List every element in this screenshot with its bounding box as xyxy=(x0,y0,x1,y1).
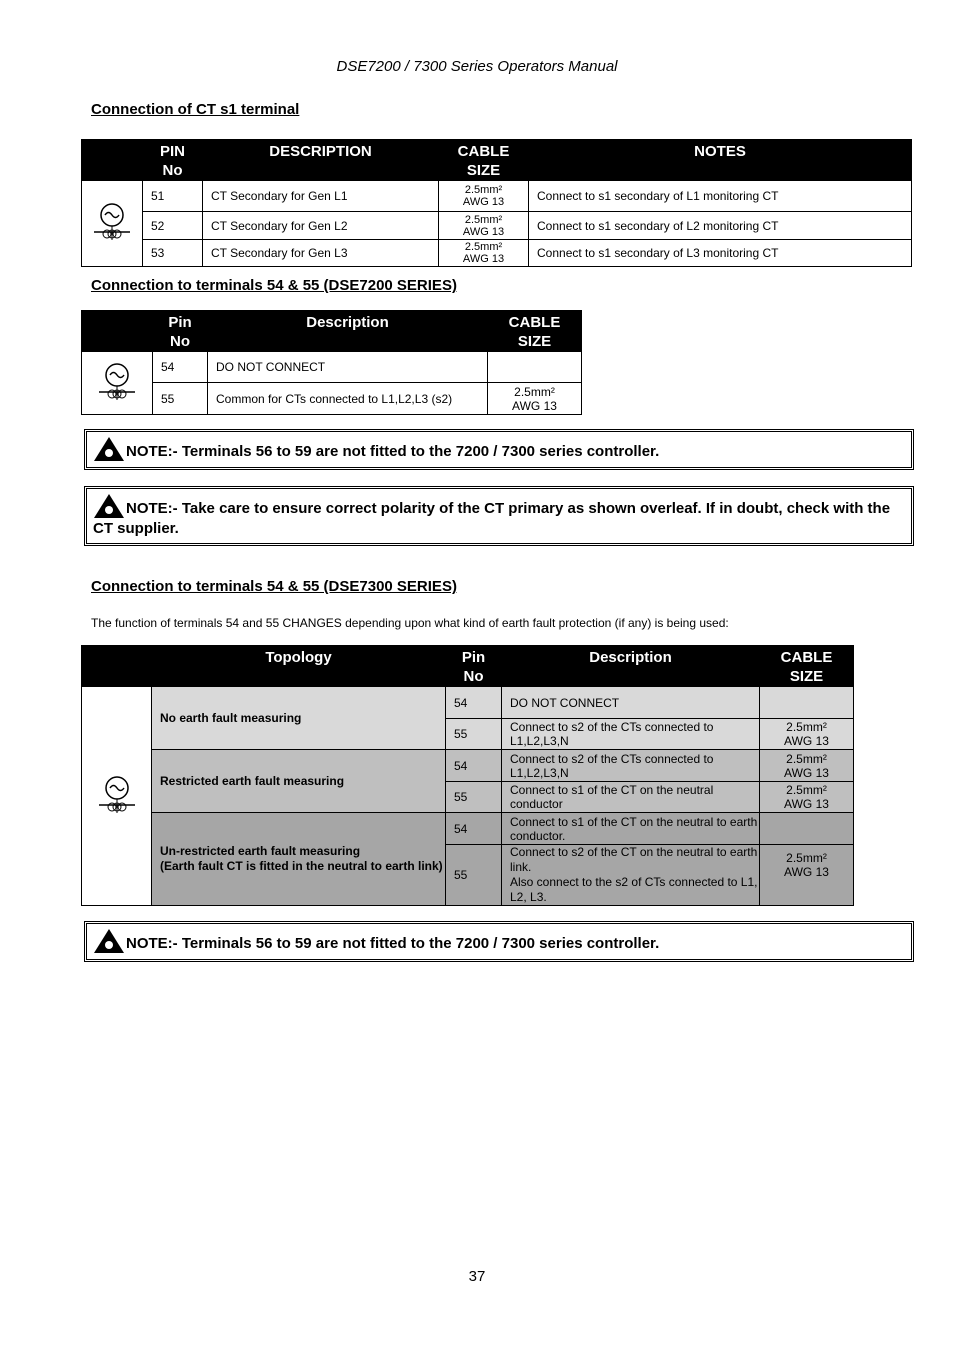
note-text: NOTE:- Take care to ensure correct polarity of the CT primary as shown overleaf. If in doubt, check with the CT supplier. xyxy=(93,500,891,537)
header-blank xyxy=(82,311,153,352)
ct-symbol-icon xyxy=(92,200,132,244)
description-cell: CT Secondary for Gen L1 xyxy=(203,181,439,212)
dse7300-terminals-table xyxy=(81,645,854,906)
topology-restricted-earth-fault: Restricted earth fault measuring xyxy=(152,750,446,813)
section2-heading: Connection to terminals 54 & 55 (DSE7200 SERIES) xyxy=(91,277,457,294)
cable-size-awg: AWG 13 xyxy=(784,797,829,811)
col-cable-size: CABLE SIZE xyxy=(439,140,529,181)
cable-size-awg: AWG 13 xyxy=(462,253,505,265)
note-text: NOTE:- Terminals 56 to 59 are not fitted to the 7200 / 7300 series controller. xyxy=(126,935,660,952)
page-number: 37 xyxy=(468,1268,486,1285)
notes-cell: Connect to s1 secondary of L1 monitoring CT xyxy=(529,181,912,212)
col-description: Description xyxy=(208,311,488,352)
ct-symbol-icon xyxy=(97,773,137,817)
topology-unrestricted-earth-fault xyxy=(152,813,446,906)
table-row xyxy=(82,383,582,415)
cable-size-awg: AWG 13 xyxy=(462,225,505,238)
cable-size-mm: 2.5mm² xyxy=(786,751,827,766)
description-line: Also connect to the s2 of CTs connected to L1, L2, L3. xyxy=(510,875,758,904)
col-pin: Pin No xyxy=(153,311,208,352)
cable-size-mm: 2.5mm² xyxy=(786,720,827,734)
ct-s1-table xyxy=(81,139,912,267)
cable-size-mm: 2.5mm² xyxy=(786,851,827,865)
cable-size-awg: AWG 13 xyxy=(512,398,557,413)
pin-cell: 52 xyxy=(143,212,203,240)
table-row xyxy=(82,240,912,267)
col-pin: Pin No xyxy=(446,646,502,687)
topology-sublabel: (Earth fault CT is fitted in the neutral to earth link) xyxy=(160,859,443,873)
section3-intro: The function of terminals 54 and 55 CHANGES depending upon what kind of earth fault protection (if any) is being used: xyxy=(91,616,729,630)
pin-cell: 54 xyxy=(446,813,502,845)
cable-size-awg: AWG 13 xyxy=(784,865,829,879)
pin-cell: 55 xyxy=(446,719,502,750)
notes-cell: Connect to s1 secondary of L2 monitoring CT xyxy=(529,212,912,240)
description-cell: DO NOT CONNECT xyxy=(502,687,760,719)
note-ct-polarity xyxy=(84,486,914,546)
warning-triangle-icon xyxy=(93,493,125,519)
notes-cell: Connect to s1 secondary of L3 monitoring CT xyxy=(529,240,912,267)
cable-size-mm: 2.5mm² xyxy=(514,384,555,399)
table-row xyxy=(82,181,912,212)
pin-cell: 54 xyxy=(153,352,208,383)
cable-size-awg: AWG 13 xyxy=(462,196,505,208)
cable-size-mm: 2.5mm² xyxy=(464,241,503,253)
pin-cell: 54 xyxy=(446,750,502,782)
cable-cell xyxy=(439,212,529,240)
ct-icon-cell xyxy=(82,687,152,906)
section3-heading: Connection to terminals 54 & 55 (DSE7300 SERIES) xyxy=(91,578,457,595)
description-cell xyxy=(502,845,760,906)
description-cell: Connect to s2 of the CTs connected to L1,L2,L3,N xyxy=(502,719,760,750)
page-header: DSE7200 / 7300 Series Operators Manual xyxy=(336,58,618,75)
pin-cell: 54 xyxy=(446,687,502,719)
description-cell: CT Secondary for Gen L2 xyxy=(203,212,439,240)
cable-cell xyxy=(488,383,582,415)
section1-heading: Connection of CT s1 terminal xyxy=(91,101,300,118)
description-cell: Connect to s2 of the CTs connected to L1,L2,L3,N xyxy=(502,750,760,782)
description-cell: Common for CTs connected to L1,L2,L3 (s2) xyxy=(208,383,488,415)
header-blank xyxy=(82,140,143,181)
pin-cell: 55 xyxy=(446,782,502,813)
cable-size-awg: AWG 13 xyxy=(784,765,829,780)
pin-cell: 51 xyxy=(143,181,203,212)
cable-cell xyxy=(760,719,854,750)
note-terminals-not-fitted-2 xyxy=(84,921,914,962)
description-cell: Connect to s1 of the CT on the neutral to earth conductor. xyxy=(502,813,760,845)
topology-no-earth-fault: No earth fault measuring xyxy=(152,687,446,750)
ct-icon-cell xyxy=(82,352,153,415)
table-row xyxy=(82,687,854,719)
header-blank xyxy=(82,646,152,687)
col-description: DESCRIPTION xyxy=(203,140,439,181)
description-cell: CT Secondary for Gen L3 xyxy=(203,240,439,267)
col-cable-size: CABLE SIZE xyxy=(488,311,582,352)
cable-cell xyxy=(760,813,854,845)
cable-size-mm: 2.5mm² xyxy=(464,213,503,226)
table-row xyxy=(82,352,582,383)
warning-triangle-icon xyxy=(93,928,125,954)
cable-size-mm: 2.5mm² xyxy=(786,783,827,797)
ct-icon-cell xyxy=(82,181,143,267)
description-cell: Connect to s1 of the CT on the neutral conductor xyxy=(502,782,760,813)
cable-size-mm: 2.5mm² xyxy=(464,184,503,196)
pin-cell: 55 xyxy=(153,383,208,415)
cable-cell xyxy=(760,750,854,782)
col-notes: NOTES xyxy=(529,140,912,181)
table-row xyxy=(82,212,912,240)
col-topology: Topology xyxy=(152,646,446,687)
cable-size-awg: AWG 13 xyxy=(784,734,829,748)
cable-cell xyxy=(439,181,529,212)
col-cable-size: CABLE SIZE xyxy=(760,646,854,687)
pin-cell: 53 xyxy=(143,240,203,267)
ct-symbol-icon xyxy=(97,360,137,404)
dse7200-terminals-table xyxy=(81,310,582,415)
cable-cell xyxy=(760,845,854,906)
cable-cell xyxy=(439,240,529,267)
cable-cell xyxy=(760,687,854,719)
warning-triangle-icon xyxy=(93,436,125,462)
col-pin: PIN No xyxy=(143,140,203,181)
description-line: Connect to s2 of the CT on the neutral to earth link. xyxy=(510,845,758,874)
topology-label: Un-restricted earth fault measuring xyxy=(160,844,361,858)
description-cell: DO NOT CONNECT xyxy=(208,352,488,383)
table-row xyxy=(82,813,854,845)
note-text: NOTE:- Terminals 56 to 59 are not fitted to the 7200 / 7300 series controller. xyxy=(126,443,660,460)
col-description: Description xyxy=(502,646,760,687)
cable-cell xyxy=(760,782,854,813)
pin-cell: 55 xyxy=(446,845,502,906)
cable-cell xyxy=(488,352,582,383)
table-row xyxy=(82,750,854,782)
note-terminals-not-fitted xyxy=(84,429,914,470)
